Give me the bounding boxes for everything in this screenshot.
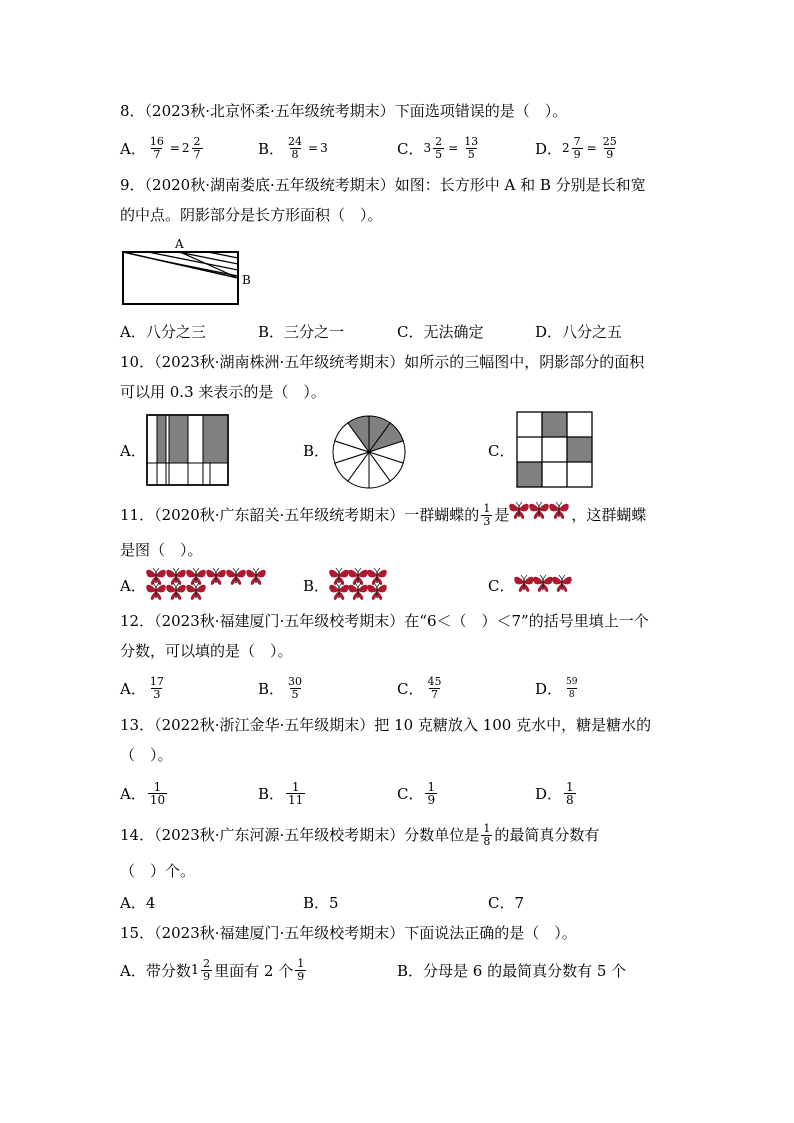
butterfly-icon <box>146 568 166 585</box>
q13-option-c[interactable]: C． $\frac{1}{9}$ <box>397 779 436 807</box>
butterfly-icon <box>533 575 553 592</box>
q10-figure-b-circle <box>330 413 408 491</box>
butterfly-icon <box>348 568 368 585</box>
question-15-line-1: 15．（2023秋·福建厦门·五年级校考期末）下面说法正确的是（ ）。 <box>120 924 577 942</box>
q9-option-a[interactable]: A．八分之三 <box>120 322 206 341</box>
q10-option-b[interactable]: B． <box>303 441 330 460</box>
q14-option-a[interactable]: A．4 <box>120 893 156 912</box>
butterfly-icon <box>329 583 349 600</box>
butterfly-icon <box>226 568 246 585</box>
question-13-line-1: 13．（2022秋·浙江金华·五年级期末）把 10 克糖放入 100 克水中，糖是糖水的 <box>120 716 652 734</box>
q11-option-c-butterflies <box>514 574 574 594</box>
question-13-options <box>120 778 680 808</box>
butterfly-icon <box>329 568 349 585</box>
q8-option-c[interactable]: C． 3 $\frac{2}{5}$ = $\frac{13}{5}$ <box>397 134 479 161</box>
q8-option-b[interactable]: B． $\frac{24}{8}$ = 3 <box>258 134 328 161</box>
question-10 <box>120 347 680 407</box>
question-9 <box>120 170 680 230</box>
butterfly-icon <box>186 583 206 600</box>
question-8-options <box>120 133 680 163</box>
butterfly-icon <box>367 583 387 600</box>
q10-option-c[interactable]: C． <box>488 441 515 460</box>
q12-option-b[interactable]: B． $\frac{30}{5}$ <box>258 674 303 701</box>
question-12-line-2: 分数，可以填的是（ ）。 <box>120 642 293 660</box>
q11-butterflies-inline-svg <box>509 500 571 520</box>
q8-option-d[interactable]: D． 2 $\frac{7}{9}$ = $\frac{25}{9}$ <box>535 134 617 161</box>
q9-option-b[interactable]: B．三分之一 <box>258 322 345 341</box>
question-9-line-2: 的中点。阴影部分是长方形面积（ ）。 <box>120 206 383 224</box>
q11-option-c[interactable]: C． <box>488 576 515 595</box>
question-10-line-1: 10．（2023秋·湖南株洲·五年级统考期末）如所示的三幅图中，阴影部分的面积 <box>120 353 645 371</box>
question-14-line-1: 14．（2023秋·广东河源·五年级校考期末）分数单位是 $\frac{1}{8}$ 的最简真分数有 <box>120 821 600 848</box>
question-12 <box>120 606 680 666</box>
question-9-options <box>120 316 680 346</box>
q9-option-d[interactable]: D．八分之五 <box>535 322 623 341</box>
q10-option-a[interactable]: A． <box>120 441 146 460</box>
q15-option-a[interactable]: A．带分数 1 $\frac{2}{9}$ 里面有 2 个 $\frac{1}{9}$ <box>120 956 305 983</box>
question-13 <box>120 710 680 770</box>
q14-option-c[interactable]: C．7 <box>488 893 525 912</box>
q11-option-a[interactable]: A． <box>120 576 146 595</box>
question-13-line-2: （ ）。 <box>120 746 173 764</box>
q8-option-a[interactable]: A． $\frac{16}{7}$ = 2 $\frac{2}{7}$ <box>120 134 201 161</box>
butterfly-icon <box>146 583 166 600</box>
q14-option-b[interactable]: B．5 <box>303 893 339 912</box>
q12-option-a[interactable]: A． $\frac{17}{3}$ <box>120 674 164 701</box>
question-12-line-1: 12．（2023秋·福建厦门·五年级校考期末）在“6＜（ ）＜7”的括号里填上一个 <box>120 612 649 630</box>
question-14-options <box>120 887 680 917</box>
butterfly-icon <box>552 575 572 592</box>
q13-option-d[interactable]: D． $\frac{1}{8}$ <box>535 779 574 807</box>
question-12-options <box>120 673 680 703</box>
question-8-text: 8．（2023秋·北京怀柔·五年级统考期末）下面选项错误的是（ ）。 <box>120 102 568 120</box>
butterfly-icon <box>348 583 368 600</box>
q11-option-b[interactable]: B． <box>303 576 330 595</box>
butterfly-icon <box>367 568 387 585</box>
q12-option-c[interactable]: C． $\frac{45}{7}$ <box>397 674 442 701</box>
q13-option-a[interactable]: A． $\frac{1}{10}$ <box>120 779 166 807</box>
question-11-line-1: 11．（2020秋·广东韶关·五年级统考期末）一群蝴蝶的 $\frac{1}{3}$ 是 ，这群蝴蝶 <box>120 500 680 530</box>
butterfly-icon <box>510 502 530 519</box>
butterfly-icon <box>550 502 570 519</box>
butterfly-icon <box>246 568 266 585</box>
butterfly-icon <box>186 568 206 585</box>
question-15-options <box>120 955 680 985</box>
q9-label-a: A <box>175 237 184 251</box>
butterfly-icon <box>530 502 550 519</box>
question-8 <box>120 96 680 126</box>
question-9-line-1: 9．（2020秋·湖南娄底·五年级统考期末）如图：长方形中 A 和 B 分别是长和宽 <box>120 176 646 194</box>
q9-option-c[interactable]: C．无法确定 <box>397 322 484 341</box>
question-11-line-2: 是图（ ）。 <box>120 541 203 559</box>
q11-butterflies-inline <box>509 500 571 530</box>
question-14-line-2: （ ）个。 <box>120 862 196 880</box>
q10-figure-a <box>145 413 231 487</box>
butterfly-icon <box>166 583 186 600</box>
question-10-line-2: 可以用 0.3 来表示的是（ ）。 <box>120 383 326 401</box>
q10-figure-c-grid <box>514 409 596 491</box>
q13-option-b[interactable]: B． $\frac{1}{11}$ <box>258 779 304 807</box>
q12-option-d[interactable]: D． $\frac{59}{8}$ <box>535 676 578 700</box>
butterfly-icon <box>514 575 534 592</box>
q11-option-b-butterflies <box>329 567 389 601</box>
butterfly-icon <box>206 568 226 585</box>
q15-option-b[interactable]: B．分母是 6 的最简真分数有 5 个 <box>397 961 627 980</box>
q11-option-a-butterflies <box>146 567 271 601</box>
q9-rectangle-figure <box>118 236 263 308</box>
q9-label-b: B <box>242 273 251 287</box>
butterfly-icon <box>166 568 186 585</box>
question-15 <box>120 918 680 948</box>
